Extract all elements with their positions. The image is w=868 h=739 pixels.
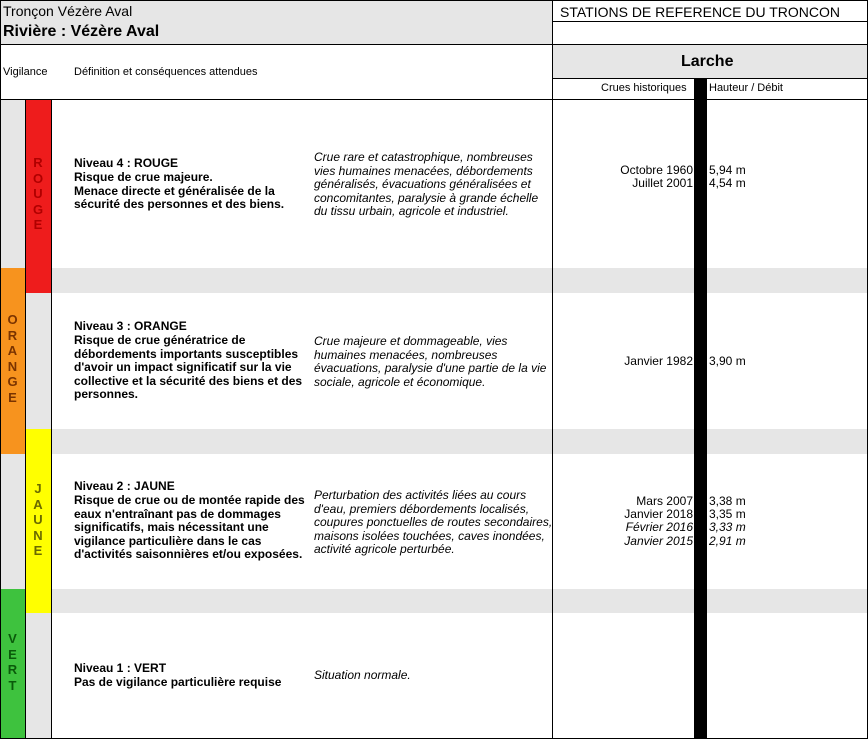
crue-value: 3,35 m <box>709 507 746 521</box>
crue-date: Juillet 2001 <box>632 176 693 190</box>
separator-band-3 <box>51 589 868 613</box>
crue-value: 4,54 m <box>709 176 746 190</box>
level-1-description: Pas de vigilance particulière requise <box>74 675 282 689</box>
crue-date: Mars 2007 <box>636 494 693 508</box>
crue-date: Janvier 2018 <box>624 507 693 521</box>
crue-value: 3,38 m <box>709 494 746 508</box>
stations-title: STATIONS DE REFERENCE DU TRONCON <box>560 4 841 20</box>
level-4-description: Risque de crue majeure. Menace directe et généralisée de la sécurité des personnes et des biens. <box>74 170 285 211</box>
vigilance-letter: J <box>34 481 42 496</box>
vigilance-letter: R <box>7 327 18 343</box>
vigilance-letter: T <box>8 677 17 693</box>
vigilance-letter: V <box>8 631 17 646</box>
grid-line <box>0 99 868 100</box>
vigilance-letter: O <box>32 170 44 186</box>
label-rouge <box>25 155 51 233</box>
crue-date: Janvier 1982 <box>624 354 693 368</box>
level-1-title: Niveau 1 : VERT <box>74 661 167 675</box>
vigilance-header: Vigilance <box>3 66 48 78</box>
separator-band-2 <box>51 429 868 454</box>
vigilance-letter: O <box>7 312 18 327</box>
riviere-title: Rivière : Vézère Aval <box>3 23 160 40</box>
vigilance-letter: N <box>7 358 18 374</box>
crue-date: Octobre 1960 <box>620 163 693 177</box>
crue-value: 5,94 m <box>709 163 746 177</box>
grid-line <box>0 44 868 45</box>
station-divider-bar <box>694 78 707 739</box>
level-2-title: Niveau 2 : JAUNE <box>74 479 175 493</box>
vigilance-letter: U <box>33 186 43 201</box>
vigilance-outer-rouge <box>0 100 25 268</box>
vigilance-letter: E <box>33 217 43 232</box>
level-1-consequences: Situation normale. <box>314 668 411 682</box>
level-3-title: Niveau 3 : ORANGE <box>74 319 187 333</box>
vigilance-letter: G <box>32 201 44 217</box>
label-vert <box>0 631 25 693</box>
crue-value: 3,33 m <box>709 520 746 534</box>
vigilance-letter: N <box>33 527 43 543</box>
vigilance-letter: E <box>33 543 43 558</box>
vigilance-letter: E <box>8 646 17 662</box>
vigilance-inner-orange <box>25 293 51 429</box>
vigilance-letter: R <box>7 662 18 677</box>
grid-line <box>553 21 868 22</box>
vigilance-letter: U <box>33 512 43 527</box>
grid-line <box>552 0 553 739</box>
station-name: Larche <box>681 53 734 70</box>
crues-historiques-header: Crues historiques <box>601 82 687 94</box>
vigilance-letter: G <box>7 374 18 389</box>
grid-line <box>51 99 52 739</box>
crue-date: Janvier 2015 <box>624 534 693 548</box>
vigilance-inner-vert <box>25 613 51 739</box>
label-jaune <box>25 481 51 559</box>
separator-band-1 <box>51 268 868 293</box>
grid-line <box>0 0 868 1</box>
level-3-consequences: Crue majeure et dommageable, vies humaines menacées, nombreuses évacuations, paralysie d'une partie de la vie sociale, agricole et économique. <box>314 334 547 389</box>
vigilance-outer-jaune <box>0 454 25 589</box>
grid-line <box>25 99 26 739</box>
vigilance-letter: A <box>33 496 43 512</box>
definition-header: Définition et conséquences attendues <box>74 66 258 78</box>
crue-value: 3,90 m <box>709 354 746 368</box>
grid-line <box>553 78 868 79</box>
level-3-description: Risque de crue génératrice de débordements importants susceptibles d'avoir un impact significatif sur la vie collective et la sécurité des biens et des personnes. <box>74 333 303 401</box>
level-4-consequences: Crue rare et catastrophique, nombreuses vies humaines menacées, débordements généralisés, évacuations généralisées et concomitantes, paralysie à grande échelle du tissu urbain, agricole et industriel. <box>314 150 539 218</box>
vigilance-letter: A <box>7 343 18 358</box>
hauteur-debit-header: Hauteur / Débit <box>709 82 783 94</box>
troncon-title: Tronçon Vézère Aval <box>3 3 133 19</box>
grid-line <box>0 0 1 739</box>
crue-value: 2,91 m <box>709 534 746 548</box>
crue-date: Février 2016 <box>625 520 693 534</box>
level-4-title: Niveau 4 : ROUGE <box>74 156 179 170</box>
vigilance-letter: E <box>8 389 17 405</box>
level-2-description: Risque de crue ou de montée rapide des eaux n'entraînant pas de dommages significatifs, mais nécessitant une vigilance particulière dans le cas d'activités saisonnières et/ou exposées. <box>74 493 305 561</box>
level-2-consequences: Perturbation des activités liées au cours d'eau, premiers débordements localisés, coupures ponctuelles de routes secondaires, maisons isolées touchées, caves inondées, activité agricole perturbée. <box>314 488 553 556</box>
vigilance-letter: R <box>33 155 43 170</box>
label-orange <box>0 312 25 405</box>
